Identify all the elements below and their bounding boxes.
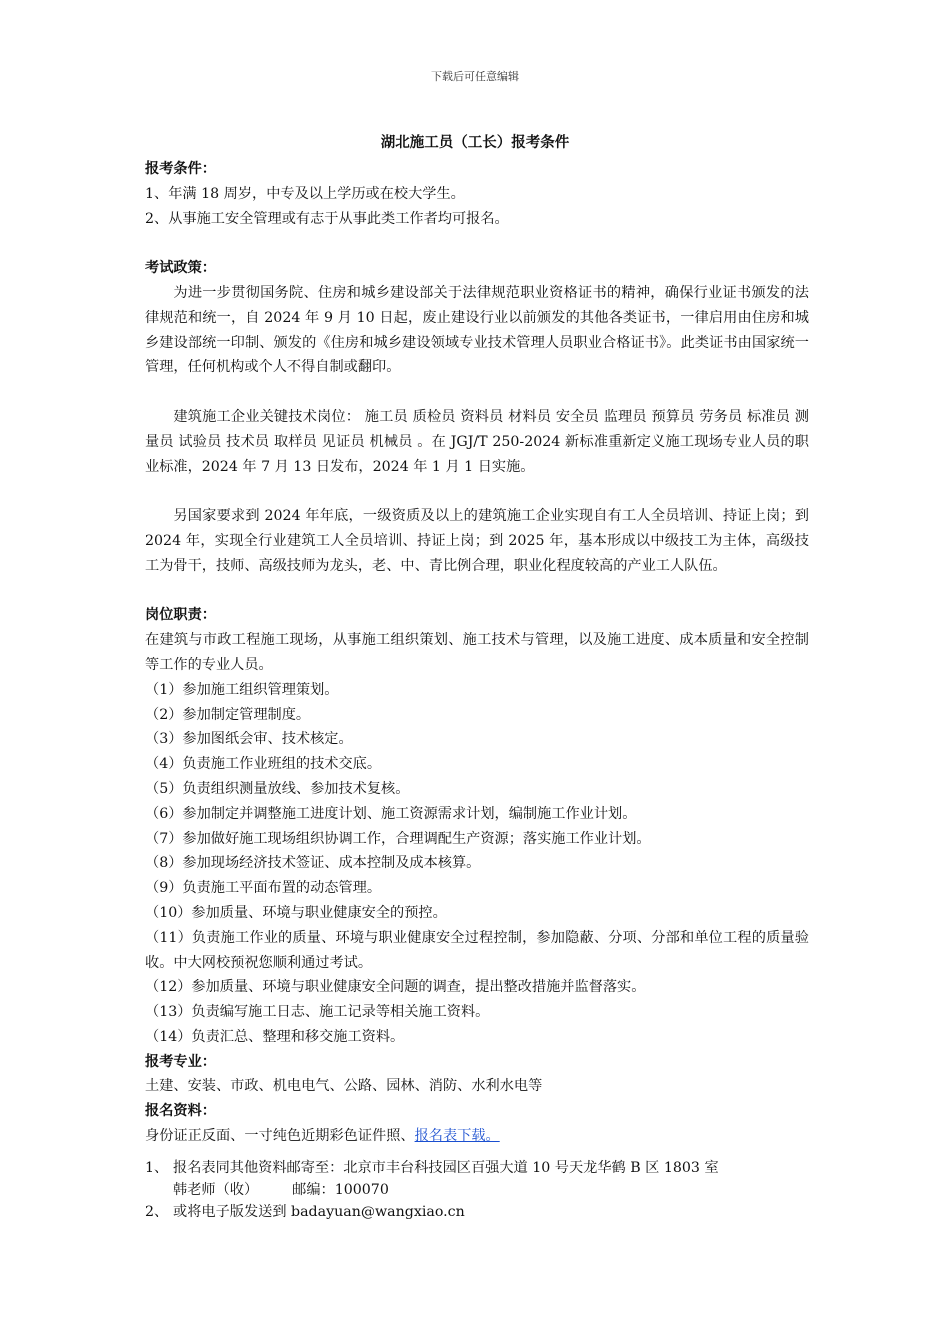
duty-item: （4）负责施工作业班组的技术交底。 — [145, 756, 382, 773]
materials-line — [145, 1124, 809, 1149]
duty-item: （12）参加质量、环境与职业健康安全问题的调查，提出整改措施并监督落实。 — [145, 979, 646, 996]
mailing-list — [145, 1157, 809, 1223]
duties-heading: 岗位职责： — [145, 607, 216, 624]
mailing-item — [145, 1201, 809, 1223]
mailing-postcode: 邮编：100070 — [292, 1181, 389, 1198]
duty-item: （8）参加现场经济技术签证、成本控制及成本核算。 — [145, 855, 481, 872]
duty-item: （6）参加制定并调整施工进度计划、施工资源需求计划，编制施工作业计划。 — [145, 805, 637, 822]
condition-item: 1、年满 18 周岁，中专及以上学历或在校大学生。 — [145, 185, 465, 202]
list-marker: 2、 — [145, 1203, 169, 1220]
mailing-address: 报名表同其他资料邮寄至：北京市丰台科技园区百强大道 10 号天龙华鹤 B 区 1803 室 — [173, 1159, 719, 1176]
materials-text: 身份证正反面、一寸纯色近期彩色证件照、 — [145, 1128, 415, 1145]
duty-item: （13）负责编写施工日志、施工记录等相关施工资料。 — [145, 1004, 490, 1021]
policy-heading: 考试政策： — [145, 260, 216, 277]
duty-item: （14）负责汇总、整理和移交施工资料。 — [145, 1028, 405, 1045]
duty-item: （7）参加做好施工现场组织协调工作，合理调配生产资源；落实施工作业计划。 — [145, 830, 651, 847]
email-instruction: 或将电子版发送到 badayuan@wangxiao.cn — [173, 1203, 465, 1220]
duty-item: （5）负责组织测量放线、参加技术复核。 — [145, 780, 410, 797]
header-note: 下载后可任意编辑 — [431, 70, 519, 83]
list-marker: 1、 — [145, 1159, 169, 1176]
conditions-heading: 报考条件： — [145, 161, 216, 177]
duties-intro: 在建筑与市政工程施工现场，从事施工组织策划、施工技术与管理，以及施工进度、成本质量和安全控制等工作的专业人员。 — [145, 632, 809, 673]
duty-item: （9）负责施工平面布置的动态管理。 — [145, 880, 382, 897]
majors-text: 土建、安装、市政、机电电气、公路、园林、消防、水利水电等 — [145, 1078, 543, 1095]
policy-paragraph: 另国家要求到 2024 年年底，一级资质及以上的建筑施工企业实现自有工人全员培训、持证上岗；到 2024 年，实现全行业建筑工人全员培训、持证上岗；到 2025 年，基本形成以中级技工为主体，高级技工为骨干，技师、高级技师为龙头，老、中、青比例合理，职业化程度较高的产业工人队伍。 — [145, 508, 809, 574]
duty-item: （1）参加施工组织管理策划。 — [145, 681, 339, 698]
duty-item: （11）负责施工作业的质量、环境与职业健康安全过程控制，参加隐蔽、分项、分部和单位工程的质量验收。中大网校预祝您顺利通过考试。 — [145, 929, 809, 971]
duty-item: （3）参加图纸会审、技术核定。 — [145, 731, 353, 748]
duty-item: （2）参加制定管理制度。 — [145, 706, 311, 723]
policy-paragraph: 建筑施工企业关键技术岗位： 施工员 质检员 资料员 材料员 安全员 监理员 预算员 劳务员 标准员 测量员 试验员 技术员 取样员 见证员 机械员 。在 JGJ/T 250-2024 新标准重新定义施工现场专业人员的职业标准，2024 年 7 月 13 日发布，2024 年 1 月 1 日实施。 — [145, 408, 809, 475]
document-title: 湖北施工员（工长）报考条件 — [380, 134, 570, 151]
duty-item: （10）参加质量、环境与职业健康安全的预控。 — [145, 904, 447, 921]
mailing-item — [145, 1157, 809, 1201]
mailing-recipient-line — [173, 1179, 809, 1201]
majors-heading: 报考专业： — [145, 1053, 216, 1070]
condition-item: 2、从事施工安全管理或有志于从事此类工作者均可报名。 — [145, 210, 509, 227]
materials-heading: 报名资料： — [145, 1103, 216, 1120]
mailing-recipient: 韩老师（收） — [173, 1181, 259, 1198]
document-body — [145, 157, 809, 1223]
form-download-link[interactable]: 报名表下载。 — [414, 1128, 500, 1145]
policy-paragraph: 为进一步贯彻国务院、住房和城乡建设部关于法律规范职业资格证书的精神，确保行业证书颁发的法律规范和统一，自 2024 年 9 月 10 日起，废止建设行业以前颁发的其他各类证书，一律启用由住房和城乡建设部统一印制、颁发的《住房和城乡建设领域专业技术管理人员职业合格证书》。此类证书由国家统一管理，任何机构或个人不得自制或翻印。 — [145, 284, 809, 376]
